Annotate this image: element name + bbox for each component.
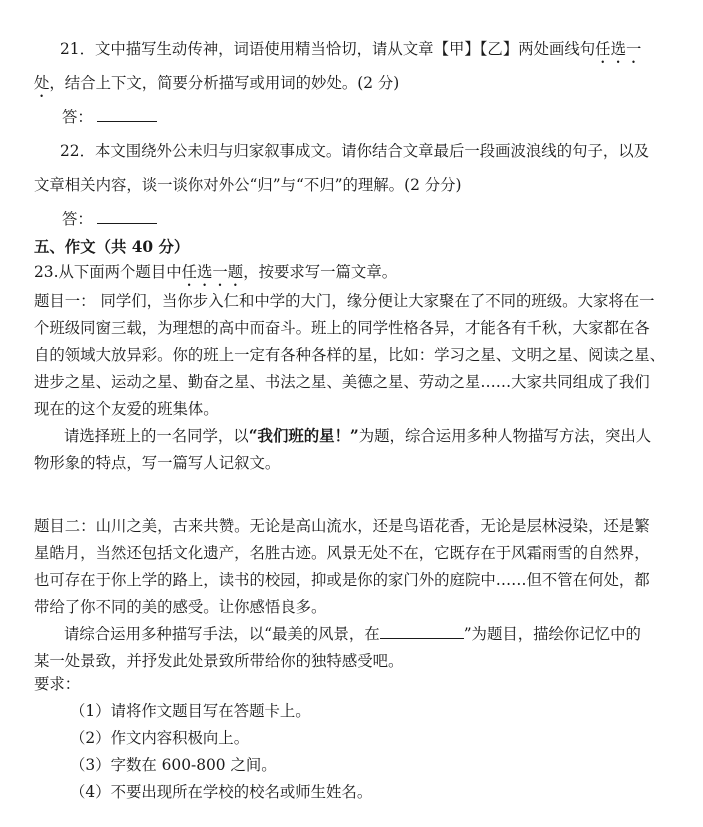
q21-line-1 xyxy=(60,38,703,67)
q21-line-2 xyxy=(34,72,703,101)
requirements-label: 要求： xyxy=(34,675,81,693)
topic2-instr-a: 请综合运用多种描写手法，以“最美的风景，在 xyxy=(64,625,380,643)
topic1-instr-b: 为题，综合运用多种人物描写方法，突出人 xyxy=(358,427,652,445)
q21-text: 21．文中描写生动传神，词语使用精当恰切，请从文章【甲】【乙】两处画线句 xyxy=(60,40,596,58)
requirement-item: （1）请将作文题目写在答题卡上。 xyxy=(70,702,311,720)
topic2-title-blank[interactable] xyxy=(380,624,464,639)
q22-answer xyxy=(62,208,703,230)
requirement-item: （2）作文内容积极向上。 xyxy=(70,729,250,747)
requirement-item: （3）字数在 600-800 之间。 xyxy=(70,756,277,774)
topic2-line: 带给了你不同的美的感受。让你感悟良多。 xyxy=(34,598,327,616)
q21-answer-blank[interactable] xyxy=(97,107,157,122)
requirement-item: （4）不要出现所在学校的校名或师生姓名。 xyxy=(70,783,373,801)
topic2-line: 也可存在于你上学的路上，读书的校园，抑或是你的家门外的庭院中……但不管在何处，都 xyxy=(34,571,650,589)
q21-dotted-text: 任选一 xyxy=(595,40,642,58)
topic1-line: 自的领域大放异彩。你的班上一定有各种各样的星，比如：学习之星、文明之星、阅读之星、 xyxy=(34,346,666,364)
q22-answer-blank[interactable] xyxy=(97,209,157,224)
q21-answer-label: 答： xyxy=(62,108,93,126)
q23-intro-a: 23.从下面两个题目中 xyxy=(34,263,182,281)
topic1-instruction-2: 物形象的特点，写一篇写人记叙文。 xyxy=(34,454,281,472)
q21-text-2: ，结合上下文，简要分析描写或用词的妙处。(2 分) xyxy=(49,74,400,92)
q21-dotted-text-2: 处 xyxy=(34,74,50,92)
topic2-instr-b: ”为题目，描绘你记忆中的 xyxy=(463,625,641,643)
q23-intro-dotted: 任选一题 xyxy=(181,263,244,281)
q21-answer xyxy=(62,106,703,128)
q22-line-1: 22．本文围绕外公未归与归家叙事成文。请你结合文章最后一段画波浪线的句子，以及 xyxy=(60,142,650,160)
topic1-line: 个班级同窗三载，为理想的高中而奋斗。班上的同学性格各异，才能各有千秋，大家都在各 xyxy=(34,319,650,337)
topic1-instruction xyxy=(64,425,703,447)
topic2-line: 题目二：山川之美，古来共赞。无论是高山流水，还是鸟语花香，无论是层林浸染，还是繁 xyxy=(34,517,650,535)
topic1-line: 进步之星、运动之星、勤奋之星、书法之星、美德之星、劳动之星……大家共同组成了我们 xyxy=(34,373,650,391)
topic2-instruction xyxy=(64,623,703,645)
topic2-instruction-2: 某一处景致，并抒发此处景致所带给你的独特感受吧。 xyxy=(34,652,404,670)
q22-line-2: 文章相关内容，谈一谈你对外公“归”与“不归”的理解。(2 分分) xyxy=(34,176,462,194)
topic1-line: 题目一： 同学们，当你步入仁和中学的大门，缘分便让大家聚在了不同的班级。大家将在一 xyxy=(34,292,655,310)
q23-intro-b: ，按要求写一篇文章。 xyxy=(243,263,398,281)
topic1-line: 现在的这个友爱的班集体。 xyxy=(34,400,219,418)
topic1-essay-title: “我们班的星！” xyxy=(248,427,359,445)
topic2-line: 星皓月，当然还包括文化遗产，名胜古迹。风景无处不在，它既存在于风霜雨雪的自然界， xyxy=(34,544,650,562)
section-heading: 五、作文（共 40 分） xyxy=(34,238,190,256)
q22-answer-label: 答： xyxy=(62,210,93,228)
q23-intro xyxy=(34,261,703,290)
topic1-instr-a: 请选择班上的一名同学，以 xyxy=(64,427,249,445)
